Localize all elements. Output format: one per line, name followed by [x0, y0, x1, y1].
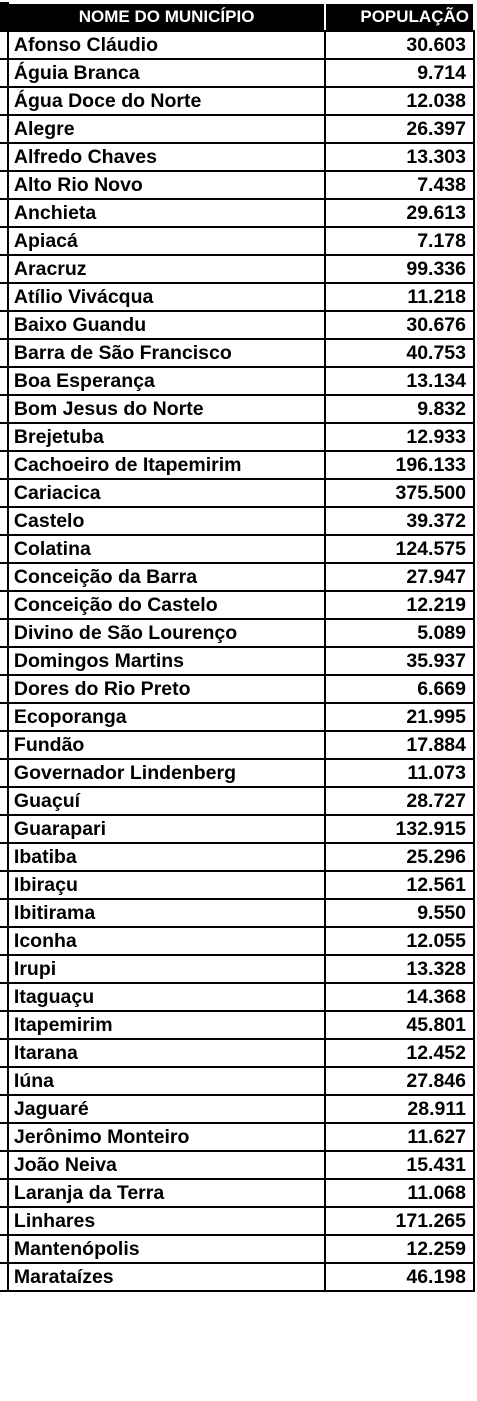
population-cell[interactable]: 26.397 — [325, 115, 474, 143]
header-population[interactable]: POPULAÇÃO — [325, 3, 474, 31]
population-cell[interactable]: 30.603 — [325, 31, 474, 59]
municipality-name-cell[interactable]: Aracruz — [8, 255, 325, 283]
municipality-name-cell[interactable]: João Neiva — [8, 1151, 325, 1179]
population-cell[interactable]: 5.089 — [325, 619, 474, 647]
municipality-name-cell[interactable]: Alegre — [8, 115, 325, 143]
municipality-name-cell[interactable]: Cariacica — [8, 479, 325, 507]
row-edge-cell — [0, 87, 8, 115]
table-row — [0, 1123, 474, 1151]
table-row — [0, 731, 474, 759]
population-cell[interactable]: 29.613 — [325, 199, 474, 227]
table-row — [0, 983, 474, 1011]
table-row — [0, 871, 474, 899]
row-edge-cell — [0, 787, 8, 815]
table-row — [0, 1207, 474, 1235]
municipality-name-cell[interactable]: Irupi — [8, 955, 325, 983]
table-row — [0, 1039, 474, 1067]
municipality-name-cell[interactable]: Mantenópolis — [8, 1235, 325, 1263]
row-edge-cell — [0, 1039, 8, 1067]
municipality-name-cell[interactable]: Água Doce do Norte — [8, 87, 325, 115]
municipality-name-cell[interactable]: Alfredo Chaves — [8, 143, 325, 171]
municipality-name-cell[interactable]: Guarapari — [8, 815, 325, 843]
table-row — [0, 143, 474, 171]
population-cell[interactable]: 12.259 — [325, 1235, 474, 1263]
population-cell[interactable]: 12.561 — [325, 871, 474, 899]
population-cell[interactable]: 11.627 — [325, 1123, 474, 1151]
row-edge-cell — [0, 143, 8, 171]
population-cell[interactable]: 132.915 — [325, 815, 474, 843]
row-edge-cell — [0, 983, 8, 1011]
row-edge-cell — [0, 1235, 8, 1263]
row-edge-cell — [0, 955, 8, 983]
population-cell[interactable]: 9.550 — [325, 899, 474, 927]
population-cell[interactable]: 12.933 — [325, 423, 474, 451]
row-edge-cell — [0, 479, 8, 507]
population-cell[interactable]: 27.947 — [325, 563, 474, 591]
table-row — [0, 899, 474, 927]
population-cell[interactable]: 99.336 — [325, 255, 474, 283]
municipality-name-cell[interactable]: Conceição do Castelo — [8, 591, 325, 619]
table-row — [0, 31, 474, 59]
population-cell[interactable]: 6.669 — [325, 675, 474, 703]
row-edge-cell — [0, 31, 8, 59]
table-row — [0, 171, 474, 199]
table-row — [0, 451, 474, 479]
municipality-name-cell[interactable]: Conceição da Barra — [8, 563, 325, 591]
municipality-name-cell[interactable]: Laranja da Terra — [8, 1179, 325, 1207]
population-cell[interactable]: 40.753 — [325, 339, 474, 367]
table-row — [0, 619, 474, 647]
municipality-name-cell[interactable]: Iúna — [8, 1067, 325, 1095]
population-cell[interactable]: 46.198 — [325, 1263, 474, 1291]
row-edge-cell — [0, 1207, 8, 1235]
table-row — [0, 787, 474, 815]
population-cell[interactable]: 11.073 — [325, 759, 474, 787]
municipality-name-cell[interactable]: Anchieta — [8, 199, 325, 227]
table-row — [0, 703, 474, 731]
row-edge-cell — [0, 759, 8, 787]
municipality-name-cell[interactable]: Domingos Martins — [8, 647, 325, 675]
population-cell[interactable]: 11.218 — [325, 283, 474, 311]
row-edge-cell — [0, 1179, 8, 1207]
row-edge-cell — [0, 3, 8, 31]
row-edge-cell — [0, 843, 8, 871]
row-edge-cell — [0, 899, 8, 927]
municipality-name-cell[interactable]: Itapemirim — [8, 1011, 325, 1039]
municipality-name-cell[interactable]: Iconha — [8, 927, 325, 955]
header-row — [0, 3, 474, 31]
municipality-name-cell[interactable]: Jaguaré — [8, 1095, 325, 1123]
municipality-name-cell[interactable]: Jerônimo Monteiro — [8, 1123, 325, 1151]
table-row — [0, 843, 474, 871]
population-cell[interactable]: 45.801 — [325, 1011, 474, 1039]
row-edge-cell — [0, 927, 8, 955]
municipality-name-cell[interactable]: Ibatiba — [8, 843, 325, 871]
table-row — [0, 1067, 474, 1095]
population-cell[interactable]: 14.368 — [325, 983, 474, 1011]
municipality-name-cell[interactable]: Castelo — [8, 507, 325, 535]
municipality-name-cell[interactable]: Governador Lindenberg — [8, 759, 325, 787]
municipality-name-cell[interactable]: Ibiraçu — [8, 871, 325, 899]
table-row — [0, 115, 474, 143]
municipality-name-cell[interactable]: Itarana — [8, 1039, 325, 1067]
population-cell[interactable]: 375.500 — [325, 479, 474, 507]
population-cell[interactable]: 13.303 — [325, 143, 474, 171]
municipality-name-cell[interactable]: Cachoeiro de Itapemirim — [8, 451, 325, 479]
row-edge-cell — [0, 255, 8, 283]
table-row — [0, 283, 474, 311]
row-edge-cell — [0, 115, 8, 143]
table-row — [0, 675, 474, 703]
row-edge-cell — [0, 1151, 8, 1179]
row-edge-cell — [0, 1263, 8, 1291]
row-edge-cell — [0, 1011, 8, 1039]
municipality-name-cell[interactable]: Boa Esperança — [8, 367, 325, 395]
row-edge-cell — [0, 731, 8, 759]
municipality-name-cell[interactable]: Atílio Vivácqua — [8, 283, 325, 311]
row-edge-cell — [0, 227, 8, 255]
table-row — [0, 1011, 474, 1039]
table-row — [0, 927, 474, 955]
municipality-name-cell[interactable]: Brejetuba — [8, 423, 325, 451]
row-edge-cell — [0, 339, 8, 367]
row-edge-cell — [0, 423, 8, 451]
row-edge-cell — [0, 619, 8, 647]
row-edge-cell — [0, 647, 8, 675]
population-cell[interactable]: 9.832 — [325, 395, 474, 423]
municipality-name-cell[interactable]: Ibitirama — [8, 899, 325, 927]
row-edge-cell — [0, 815, 8, 843]
table-row — [0, 227, 474, 255]
municipality-name-cell[interactable]: Fundão — [8, 731, 325, 759]
row-edge-cell — [0, 871, 8, 899]
table-row — [0, 255, 474, 283]
population-cell[interactable]: 13.134 — [325, 367, 474, 395]
row-edge-cell — [0, 675, 8, 703]
row-edge-cell — [0, 199, 8, 227]
population-cell[interactable]: 12.452 — [325, 1039, 474, 1067]
population-cell[interactable]: 196.133 — [325, 451, 474, 479]
municipality-name-cell[interactable]: Itaguaçu — [8, 983, 325, 1011]
row-edge-cell — [0, 451, 8, 479]
row-edge-cell — [0, 535, 8, 563]
population-cell[interactable]: 11.068 — [325, 1179, 474, 1207]
municipality-name-cell[interactable]: Barra de São Francisco — [8, 339, 325, 367]
row-edge-cell — [0, 1067, 8, 1095]
municipality-name-cell[interactable]: Divino de São Lourenço — [8, 619, 325, 647]
table-row — [0, 1263, 474, 1291]
table-row — [0, 535, 474, 563]
table-row — [0, 367, 474, 395]
row-edge-cell — [0, 171, 8, 199]
population-cell[interactable]: 21.995 — [325, 703, 474, 731]
municipality-name-cell[interactable]: Afonso Cláudio — [8, 31, 325, 59]
table-row — [0, 339, 474, 367]
municipality-name-cell[interactable]: Alto Rio Novo — [8, 171, 325, 199]
municipality-name-cell[interactable]: Marataízes — [8, 1263, 325, 1291]
population-cell[interactable]: 12.038 — [325, 87, 474, 115]
row-edge-cell — [0, 311, 8, 339]
population-cell[interactable]: 30.676 — [325, 311, 474, 339]
table-row — [0, 1235, 474, 1263]
row-edge-cell — [0, 703, 8, 731]
population-cell[interactable]: 35.937 — [325, 647, 474, 675]
table-row — [0, 507, 474, 535]
municipality-name-cell[interactable]: Baixo Guandu — [8, 311, 325, 339]
municipality-name-cell[interactable]: Dores do Rio Preto — [8, 675, 325, 703]
table-row — [0, 563, 474, 591]
municipality-name-cell[interactable]: Bom Jesus do Norte — [8, 395, 325, 423]
population-cell[interactable]: 15.431 — [325, 1151, 474, 1179]
row-edge-cell — [0, 395, 8, 423]
population-cell[interactable]: 9.714 — [325, 59, 474, 87]
municipality-name-cell[interactable]: Apiacá — [8, 227, 325, 255]
header-municipality-name[interactable]: NOME DO MUNICÍPIO — [8, 3, 325, 31]
table-row — [0, 1151, 474, 1179]
table-row — [0, 1095, 474, 1123]
row-edge-cell — [0, 1123, 8, 1151]
population-cell[interactable]: 28.911 — [325, 1095, 474, 1123]
population-cell[interactable]: 39.372 — [325, 507, 474, 535]
population-cell[interactable]: 12.055 — [325, 927, 474, 955]
row-edge-cell — [0, 367, 8, 395]
municipality-name-cell[interactable]: Águia Branca — [8, 59, 325, 87]
municipality-name-cell[interactable]: Ecoporanga — [8, 703, 325, 731]
population-cell[interactable]: 124.575 — [325, 535, 474, 563]
row-edge-cell — [0, 59, 8, 87]
row-edge-cell — [0, 283, 8, 311]
population-cell[interactable]: 7.178 — [325, 227, 474, 255]
population-cell[interactable]: 13.328 — [325, 955, 474, 983]
population-cell[interactable]: 17.884 — [325, 731, 474, 759]
row-edge-cell — [0, 507, 8, 535]
population-cell[interactable]: 28.727 — [325, 787, 474, 815]
row-edge-cell — [0, 563, 8, 591]
table-row — [0, 59, 474, 87]
table-row — [0, 1179, 474, 1207]
municipality-name-cell[interactable]: Guaçuí — [8, 787, 325, 815]
table-row — [0, 199, 474, 227]
municipality-name-cell[interactable]: Colatina — [8, 535, 325, 563]
population-cell[interactable]: 12.219 — [325, 591, 474, 619]
row-edge-cell — [0, 591, 8, 619]
population-cell[interactable]: 25.296 — [325, 843, 474, 871]
table-row — [0, 479, 474, 507]
population-cell[interactable]: 7.438 — [325, 171, 474, 199]
municipality-name-cell[interactable]: Linhares — [8, 1207, 325, 1235]
table-row — [0, 759, 474, 787]
table-row — [0, 87, 474, 115]
table-row — [0, 647, 474, 675]
population-cell[interactable]: 171.265 — [325, 1207, 474, 1235]
table-row — [0, 311, 474, 339]
table-row — [0, 815, 474, 843]
table-row — [0, 395, 474, 423]
table-row — [0, 423, 474, 451]
row-edge-cell — [0, 1095, 8, 1123]
population-table — [0, 2, 475, 1292]
table-row — [0, 955, 474, 983]
population-cell[interactable]: 27.846 — [325, 1067, 474, 1095]
table-row — [0, 591, 474, 619]
